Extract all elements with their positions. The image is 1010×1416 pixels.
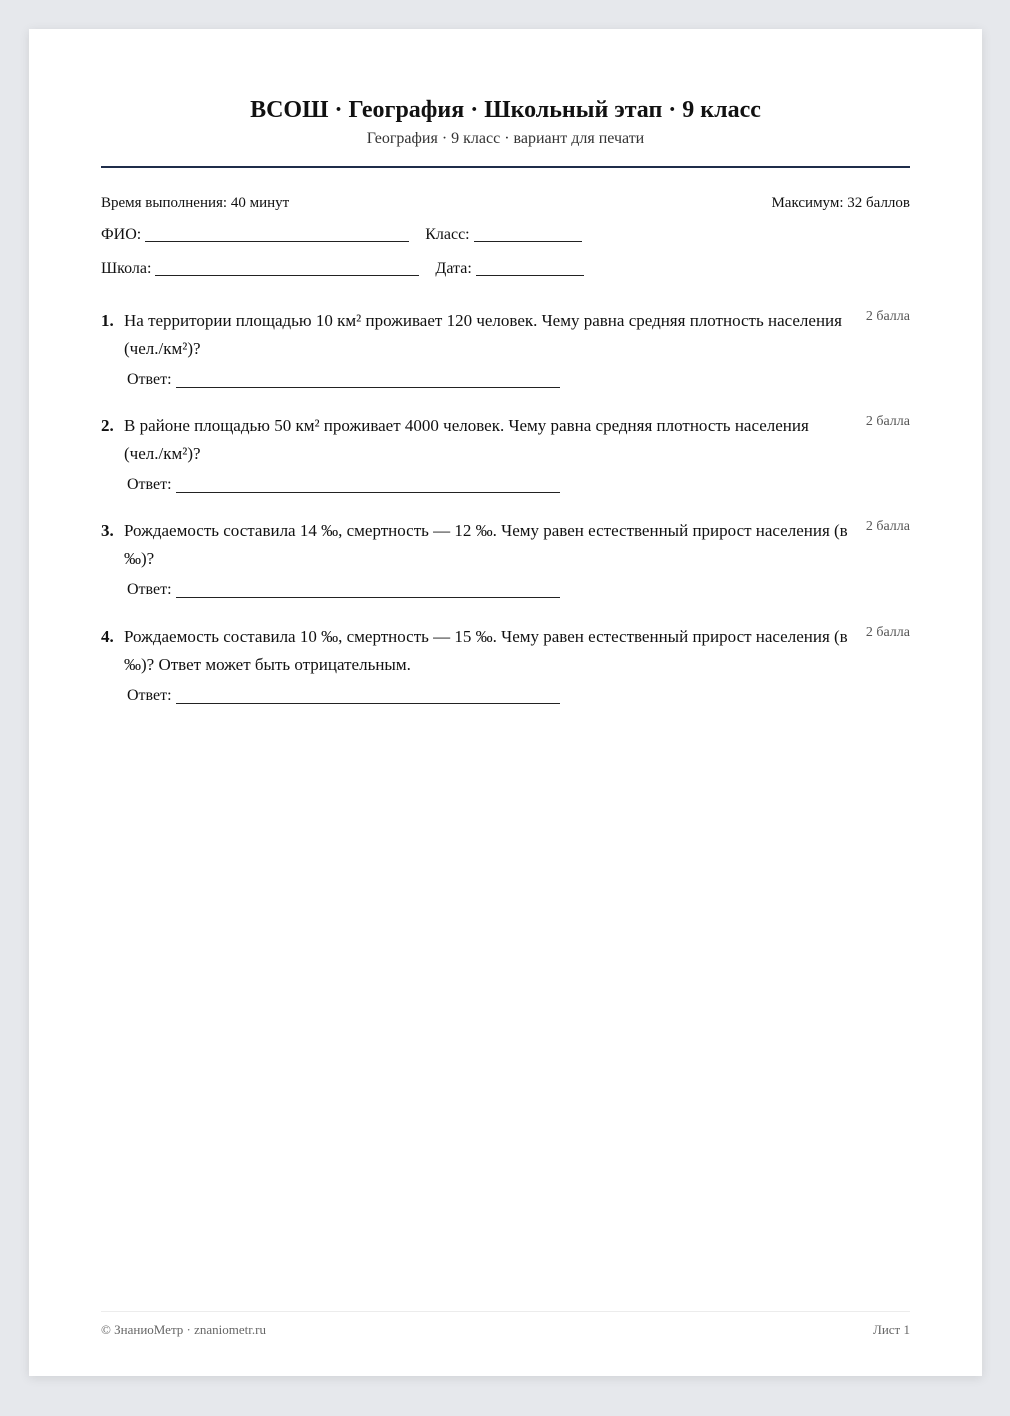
question-number: 4.: [101, 627, 114, 646]
question-1: [101, 307, 910, 391]
school-input-line[interactable]: [155, 260, 419, 276]
question-2: [101, 412, 910, 496]
question-number: 1.: [101, 311, 114, 330]
class-field: [425, 225, 581, 245]
fio-input-line[interactable]: [145, 226, 409, 242]
page-title: ВСОШ · География · Школьный этап · 9 класс: [250, 97, 761, 123]
fio-field: [101, 225, 409, 245]
answer-row: [127, 685, 910, 707]
answer-input-line[interactable]: [176, 372, 560, 388]
page-content: [101, 29, 910, 1376]
question-points: 2 балла: [865, 414, 910, 429]
question-text: В районе площадью 50 км² проживает 4000 человек. Чему равна средняя плотность населения (чел./км²)?: [124, 416, 809, 463]
answer-row: [127, 474, 910, 496]
class-input-line[interactable]: [474, 226, 582, 242]
school-label: Школа:: [101, 260, 152, 277]
question-3: [101, 517, 910, 601]
question-text: Рождаемость составила 10 ‰, смертность — 15 ‰. Чему равен естественный прирост населения (в ‰)? Ответ может быть отрицательным.: [124, 627, 848, 674]
class-label: Класс:: [425, 226, 470, 243]
question-text: Рождаемость составила 14 ‰, смертность — 12 ‰. Чему равен естественный прирост населения (в ‰)?: [124, 521, 848, 568]
date-input-line[interactable]: [476, 260, 584, 276]
answer-input-line[interactable]: [176, 688, 560, 704]
fio-label: ФИО:: [101, 226, 142, 243]
answer-label: Ответ:: [127, 371, 172, 388]
question-points: 2 балла: [865, 309, 910, 324]
answer-label: Ответ:: [127, 687, 172, 704]
answer-label: Ответ:: [127, 476, 172, 493]
footer-copyright: © ЗнаниоМетр · znaniometr.ru: [101, 1322, 266, 1337]
question-number: 3.: [101, 521, 114, 540]
answer-label: Ответ:: [127, 581, 172, 598]
header-divider: [101, 166, 910, 168]
fio-class-row: [101, 225, 910, 245]
footer-page-number: Лист 1: [873, 1322, 910, 1337]
answer-row: [127, 369, 910, 391]
school-field: [101, 259, 419, 279]
worksheet-page: [29, 29, 982, 1376]
answer-row: [127, 579, 910, 601]
page-subtitle: География · 9 класс · вариант для печати: [366, 130, 645, 147]
question-points: 2 балла: [865, 519, 910, 534]
answer-input-line[interactable]: [176, 582, 560, 598]
question-4: [101, 623, 910, 707]
school-date-row: [101, 259, 910, 279]
question-number: 2.: [101, 416, 114, 435]
time-limit: Время выполнения: 40 минут: [101, 195, 290, 211]
footer-divider: [101, 1311, 910, 1312]
date-label: Дата:: [435, 260, 472, 277]
question-text: На территории площадью 10 км² проживает 120 человек. Чему равна средняя плотность населения (чел./км²)?: [124, 311, 842, 358]
question-points: 2 балла: [865, 625, 910, 640]
date-field: [435, 259, 583, 279]
answer-input-line[interactable]: [176, 477, 560, 493]
max-score: Максимум: 32 баллов: [771, 195, 910, 211]
